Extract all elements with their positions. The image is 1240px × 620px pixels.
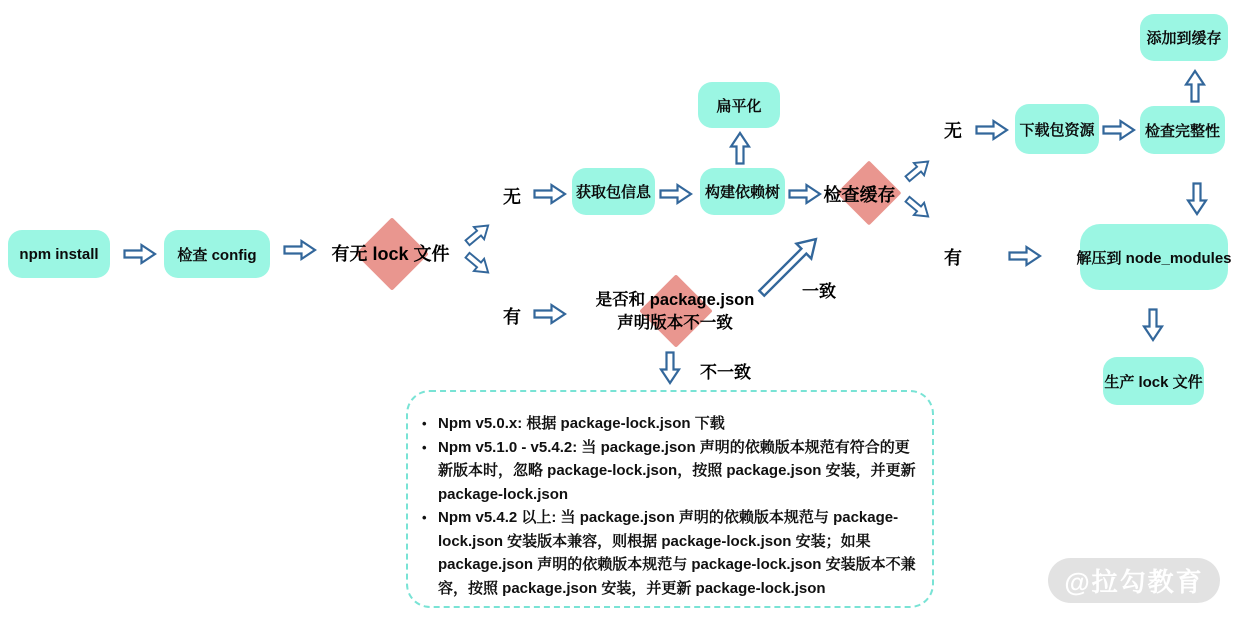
arrow-right-icon — [1008, 245, 1042, 267]
note-item — [422, 412, 916, 436]
note-item-text: Npm v5.1.0 - v5.4.2: 当 package.json 声明的依赖版本规范有符合的更新版本时，忽略 package-lock.json，按照 package.json 安装，并更新 package-lock.json — [438, 438, 916, 503]
arrow-up-icon — [1184, 69, 1206, 103]
node-check-config: 检查 config — [164, 230, 270, 278]
node-version-check-label — [575, 289, 775, 335]
edge-label-lock-no: 无 — [503, 187, 521, 207]
node-add-to-cache: 添加到缓存 — [1140, 14, 1228, 61]
edge-label-cache-no: 无 — [944, 121, 962, 141]
arrow-right-icon — [123, 243, 157, 265]
node-flatten: 扁平化 — [698, 82, 780, 128]
edge-label-consistent: 一致 — [802, 282, 836, 301]
arrow-down-icon — [1142, 308, 1164, 342]
note-list — [422, 412, 916, 600]
version-check-line2: 声明版本不一致 — [617, 314, 733, 332]
node-get-pkg-info: 获取包信息 — [572, 168, 655, 215]
note-item-text: Npm v5.0.x: 根据 package-lock.json 下载 — [438, 415, 725, 432]
node-gen-lock-file: 生产 lock 文件 — [1103, 357, 1204, 405]
bullet-icon: • — [422, 510, 427, 525]
watermark-badge — [1048, 558, 1220, 603]
bullet-icon: • — [422, 416, 427, 431]
node-check-cache-label: 检查缓存 — [823, 185, 896, 205]
note-item — [422, 436, 916, 507]
node-lock-exists-label: 有无 lock 文件 — [331, 244, 450, 264]
note-item-text: Npm v5.4.2 以上: 当 package.json 声明的依赖版本规范与 package-lock.json 安装版本兼容，则根据 package-lock.json 安装；如果 package.json 声明的依赖版本规范与 package-lock.json 安装版本不兼容，按照 package.json 安装，并更新 package-lock.json — [438, 509, 916, 597]
arrow-right-icon — [659, 183, 693, 205]
note-item — [422, 506, 916, 600]
version-behavior-note — [406, 390, 934, 608]
watermark-text: @拉勾教育 — [1064, 567, 1204, 597]
node-extract-modules: 解压到 node_modules — [1080, 224, 1228, 290]
arrow-down-icon — [659, 351, 681, 385]
arrow-down-icon — [1186, 182, 1208, 216]
node-npm-install: npm install — [8, 230, 110, 278]
arrow-right-icon — [1102, 119, 1136, 141]
node-build-dep-tree: 构建依赖树 — [700, 168, 785, 215]
edge-label-inconsistent: 不一致 — [700, 363, 751, 382]
arrow-right-icon — [975, 119, 1009, 141]
arrow-right-icon — [533, 303, 567, 325]
edge-label-lock-yes: 有 — [503, 307, 521, 327]
edge-label-cache-yes: 有 — [944, 248, 962, 268]
arrow-right-icon — [533, 183, 567, 205]
arrow-up-right-icon — [460, 217, 496, 252]
arrow-down-right-icon — [460, 247, 496, 282]
node-download-pkg: 下载包资源 — [1015, 104, 1099, 154]
arrow-right-icon — [283, 239, 317, 261]
node-check-integrity: 检查完整性 — [1140, 106, 1225, 154]
bullet-icon: • — [422, 439, 427, 455]
arrow-up-icon — [729, 131, 751, 165]
version-check-line1: 是否和 package.json — [595, 291, 755, 309]
